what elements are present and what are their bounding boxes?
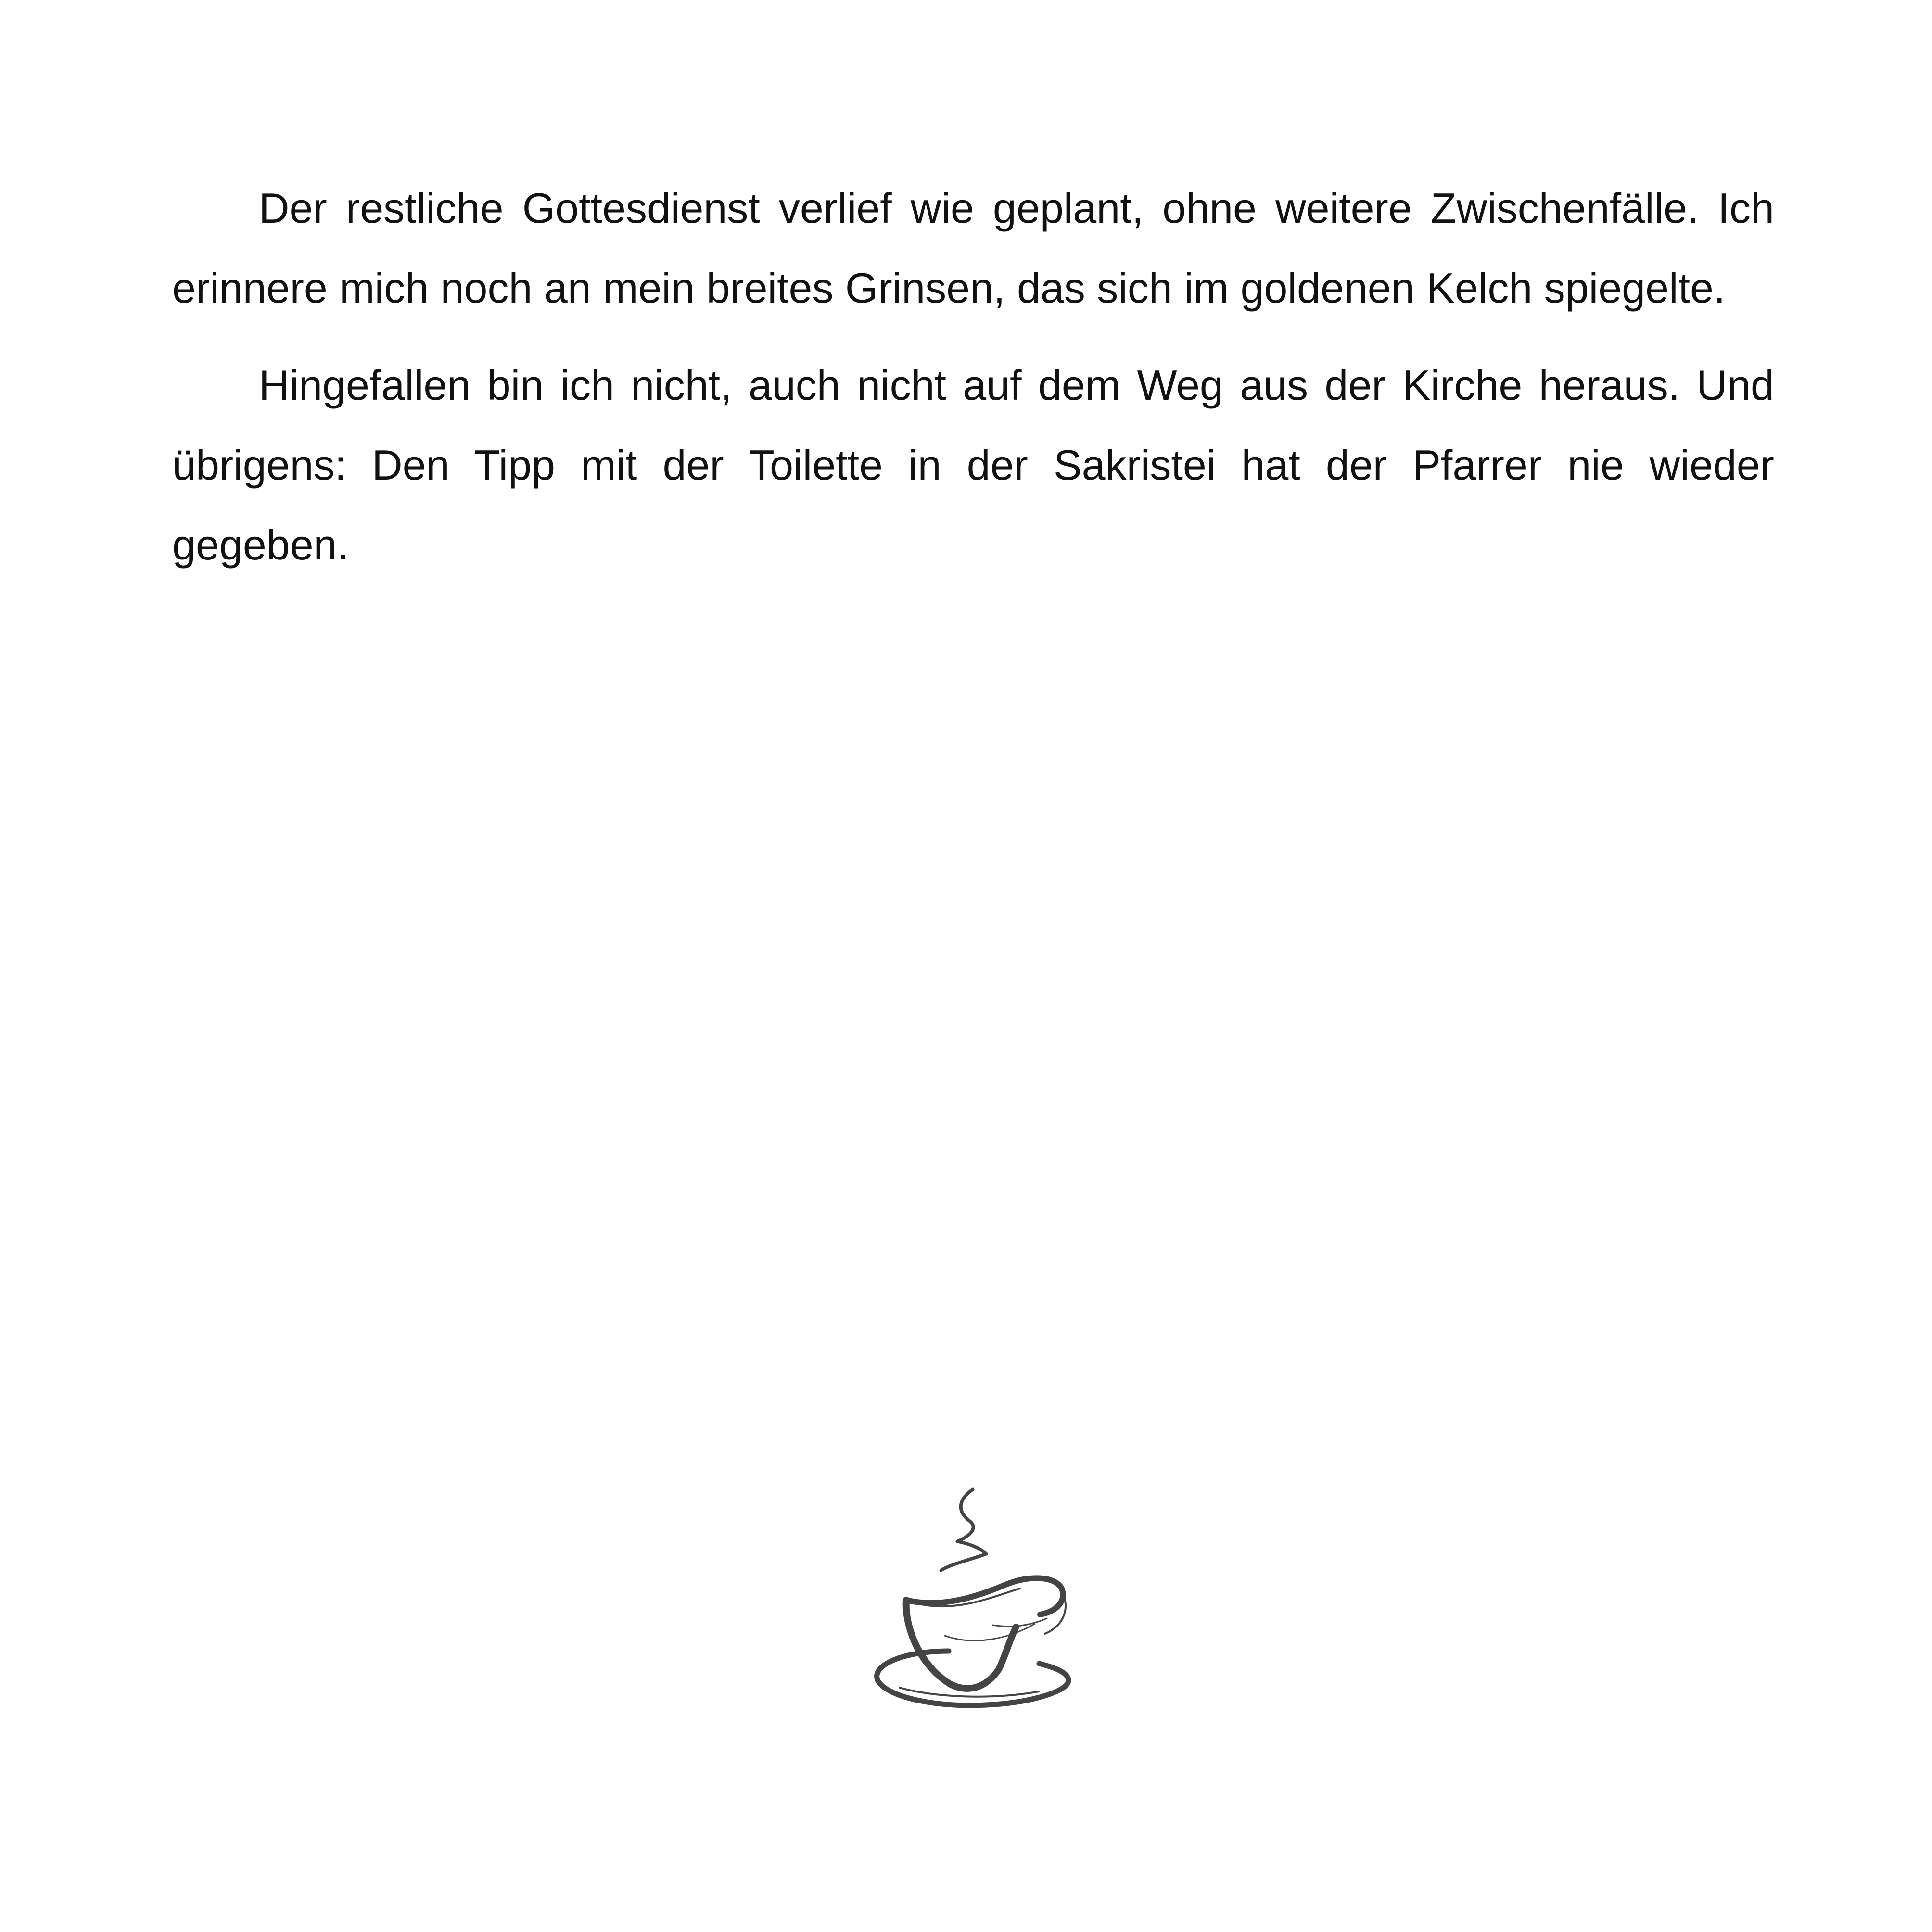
coffee-cup-icon <box>847 1482 1097 1741</box>
paragraph-2: Hingefallen bin ich nicht, auch nicht auf dem Weg aus der Kirche heraus. Und übrigens: Den Tipp mit der Toilette in der Sakristei hat der Pfarrer nie wieder gegeben. <box>172 361 1774 569</box>
body-text <box>172 168 1774 602</box>
paragraph-1: Der restliche Gottesdienst verlief wie geplant, ohne weitere Zwischenfälle. Ich erinnere mich noch an mein breites Grinsen, das sich im goldenen Kelch spiegelte. <box>172 184 1774 312</box>
